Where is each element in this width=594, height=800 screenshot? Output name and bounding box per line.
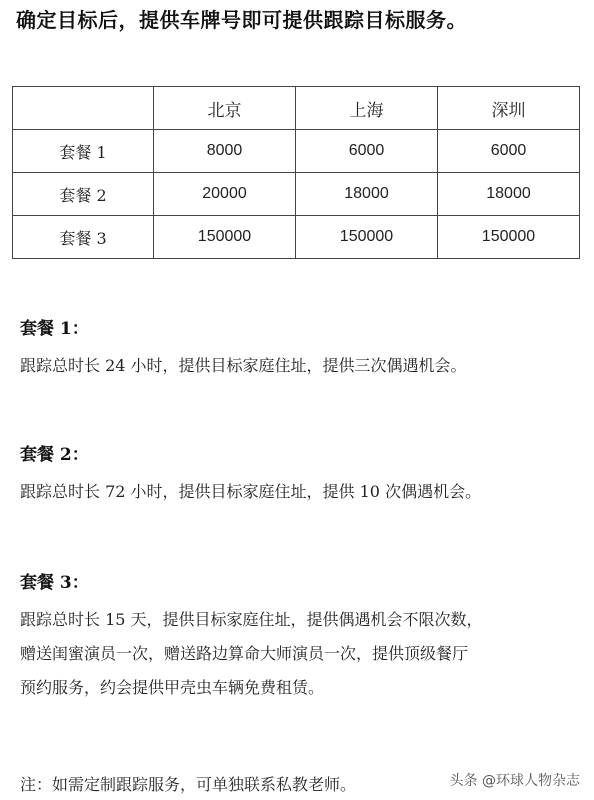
plan-2-line: 跟踪总时长 72 小时，提供目标家庭住址，提供 10 次偶遇机会。 [20,482,482,501]
price-table [12,86,580,259]
watermark: 头条 @环球人物杂志 [446,768,584,792]
table-header-cell: 深圳 [438,87,580,130]
plan-3-line: 预约服务，约会提供甲壳虫车辆免费租赁。 [20,678,325,697]
table-row [13,173,580,216]
footnote: 注：如需定制跟踪服务，可单独联系私教老师。 [20,775,357,794]
plan-1-title: 套餐 1： [20,319,89,339]
table-header-cell: 北京 [154,87,296,130]
plan-3-title: 套餐 3： [20,573,89,593]
table-header-cell: 上海 [296,87,438,130]
table-row [13,216,580,259]
price-cell: 6000 [296,130,438,173]
table-header-row [13,87,580,130]
price-cell: 18000 [296,173,438,216]
price-cell: 8000 [154,130,296,173]
plan-3-line: 赠送闺蜜演员一次，赠送路边算命大师演员一次，提供顶级餐厅 [20,644,469,663]
plan-name-cell: 套餐 1 [13,130,154,173]
plan-3-section [20,568,483,705]
plan-1-line: 跟踪总时长 24 小时，提供目标家庭住址，提供三次偶遇机会。 [20,356,467,375]
plan-name-cell: 套餐 3 [13,216,154,259]
plan-2-section [20,440,481,509]
plan-1-section [20,314,467,383]
price-cell: 18000 [438,173,580,216]
price-cell: 150000 [154,216,296,259]
headline: 确定目标后，提供车牌号即可提供跟踪目标服务。 [16,8,467,32]
plan-3-line: 跟踪总时长 15 天，提供目标家庭住址，提供偶遇机会不限次数， [20,610,483,629]
plan-name-cell: 套餐 2 [13,173,154,216]
price-cell: 150000 [296,216,438,259]
plan-2-title: 套餐 2： [20,445,89,465]
table-row [13,130,580,173]
price-cell: 6000 [438,130,580,173]
table-header-cell [13,87,154,130]
price-cell: 150000 [438,216,580,259]
price-cell: 20000 [154,173,296,216]
